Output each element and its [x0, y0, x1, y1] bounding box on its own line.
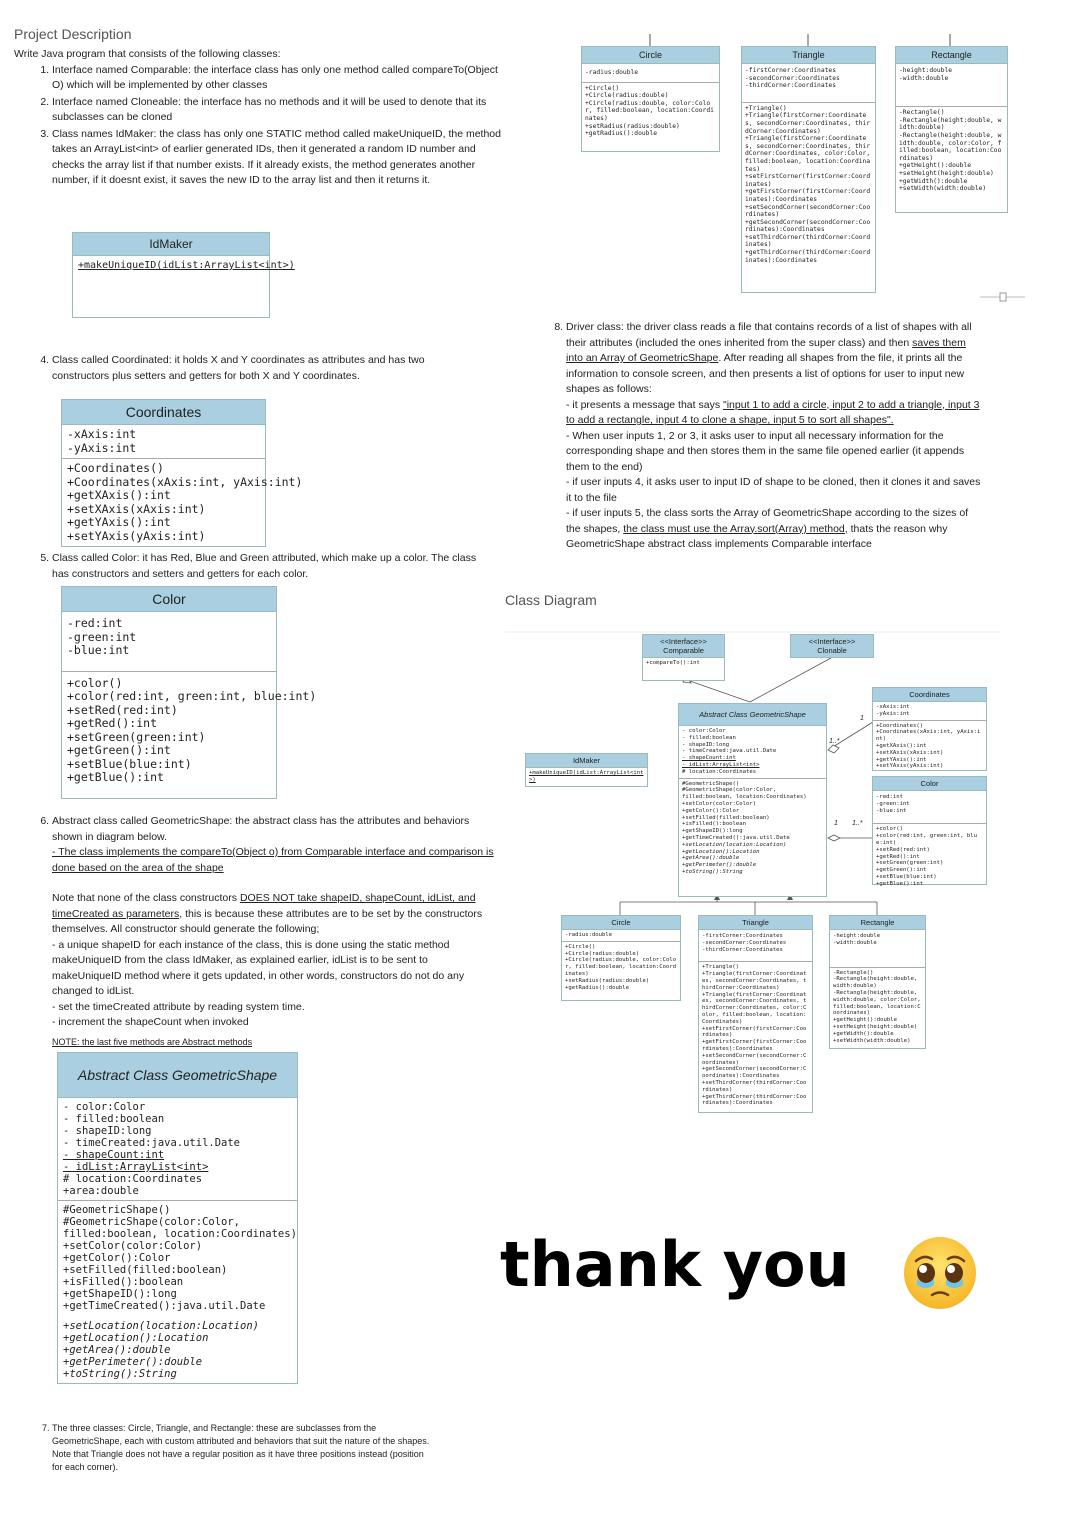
- abstract-method: +toString():String: [682, 868, 743, 875]
- item-8: [566, 320, 983, 553]
- triangle-attrs: [742, 64, 875, 103]
- idmaker-class-box: [72, 232, 295, 318]
- abstract-method: +getPerimeter():double: [63, 1356, 203, 1368]
- method: +setRadius(radius:double): [585, 122, 680, 130]
- attr: -blue:int: [876, 807, 907, 814]
- attr: -yAxis:int: [67, 440, 137, 455]
- attr: -xAxis:int: [876, 704, 910, 710]
- circle-class-box: [581, 46, 720, 152]
- color-class-box: [61, 586, 317, 799]
- attr: -radius:double: [565, 932, 613, 938]
- item-6-p4: - a unique shapeID for each instance of the class, this is done using the static method makeUniqueID from the class IdMaker, as explained earlier, idList is to be sent to makeUniqueID method where it gets updated, in other words, constructors do not do any changed to idList.: [52, 938, 465, 997]
- method: +Triangle(firstCorner:Coordinates, secondCorner:Coordinates, thirdCorner:Coordinates, color:Color, filled:boolean, location:Coordinates): [702, 991, 807, 1025]
- method: +getBlue():int: [67, 770, 164, 784]
- method: +Triangle(firstCorner:Coordinates, secondCorner:Coordinates, thirdCorner:Coordinates, color:Color, filled:boolean, location:Coordinates): [745, 135, 871, 173]
- method: +getWidth():double: [833, 1030, 894, 1037]
- item-6-p5: - set the timeCreated attribute by reading system time.: [52, 1000, 305, 1013]
- method: #GeometricShape(): [682, 780, 740, 787]
- class-diagram-title: Class Diagram: [505, 592, 597, 608]
- rectangle-diagram-name: Rectangle: [830, 916, 925, 930]
- attr: -red:int: [67, 616, 123, 630]
- coordinates-diagram-name: Coordinates: [873, 688, 986, 702]
- rectangle-diagram-methods: [830, 968, 925, 1047]
- coordinates-attrs: [62, 425, 265, 459]
- clonable-interface-box: [790, 634, 874, 658]
- abstract-method: +setLocation(location:Location): [682, 841, 787, 848]
- method: +getYAxis():int: [876, 756, 927, 763]
- method: +Coordinates(): [876, 722, 924, 729]
- color-diagram-name: Color: [873, 777, 986, 791]
- text: Note that none of the class constructors: [52, 892, 240, 904]
- triangle-diagram-attrs: [699, 930, 812, 962]
- method: +Circle(): [585, 84, 620, 92]
- attr: - idList:ArrayList<int>: [682, 761, 760, 768]
- text: saves them into an Array of GeometricShape: [566, 336, 966, 364]
- abstract-method: +setLocation(location:Location): [63, 1320, 259, 1332]
- method: +setWidth(width:double): [833, 1037, 911, 1044]
- method: +setThirdCorner(thirdCorner:Coordinates): [702, 1079, 807, 1093]
- item-6-p3: [52, 891, 494, 938]
- item-6: [52, 814, 494, 1031]
- multiplicity-many-b: 1..*: [852, 820, 863, 827]
- method: +getTimeCreated():java.util.Date: [682, 834, 790, 841]
- coordinates-class-name: Coordinates: [62, 400, 265, 425]
- method: +setFilled(filled:boolean): [63, 1264, 228, 1276]
- item-3: 3. Class names IdMaker: the class has only one STATIC method called makeUniqueID, the method takes an ArrayList<int> of earlier generated IDs, then it generated a random ID number and checks the array list if that number exists. If it already exists, the method generates another number, if it doesnt exist, it saves the new ID to the array list and then it returns it.: [52, 127, 504, 189]
- method: +setColor(color:Color): [63, 1240, 203, 1252]
- method: +setColor(color:Color): [682, 800, 757, 807]
- method: +Triangle(): [702, 964, 740, 971]
- coordinates-diagram-box: [872, 687, 987, 771]
- method: +getBlue():int: [876, 880, 924, 887]
- item-8-p4: - if user inputs 4, it asks user to input ID of shape to be cloned, then it clones it and saves it to the file: [566, 476, 981, 504]
- item-2: 2. Interface named Cloneable: the interface has no methods and it will be used to denote that its subclasses can be cloned: [52, 95, 504, 126]
- method: +setYAxis(yAxis:int): [67, 528, 206, 543]
- item-4: 4. Class called Coordinated: it holds X and Y coordinates as attributes and has two constructors plus setters and getters for both X and Y coordinates.: [52, 353, 484, 384]
- color-attrs: [62, 612, 276, 672]
- attr: - shapeID:long: [682, 741, 730, 748]
- text: "input 1 to add a circle, input 2 to add a triangle, input 3 to add a rectangle, input 4 to clone a shape, input 5 to sort all shapes".: [566, 398, 980, 426]
- attr: -blue:int: [67, 643, 130, 657]
- triangle-class-name: Triangle: [742, 47, 875, 64]
- rectangle-methods: [896, 107, 1007, 195]
- method: +Triangle(): [745, 104, 787, 112]
- method: +getWidth():double: [899, 177, 968, 185]
- method: +getXAxis():int: [876, 742, 927, 749]
- attr: # location:Coordinates: [63, 1173, 203, 1185]
- item-7-block: [14, 1422, 434, 1475]
- item-6-block: [14, 814, 494, 1032]
- multiplicity-many-a: 1..*: [829, 738, 840, 745]
- attr: -firstCorner:Coordinates: [745, 67, 836, 74]
- method: +setBlue(blue:int): [876, 873, 937, 880]
- circle-diagram-attrs: [562, 930, 680, 942]
- text: thats the reason why GeometricShape abstract class implements Comparable interface: [566, 522, 948, 550]
- item-1: 1. Interface named Comparable: the interface class has only one method called compareTo(Object O) which will be implemented by other classes: [52, 63, 504, 94]
- multiplicity-one-b: 1: [834, 820, 838, 827]
- method: #GeometricShape(color:Color,: [63, 1216, 241, 1228]
- method: filled:boolean, location:Coordinates): [682, 794, 807, 801]
- circle-diagram-methods: [562, 942, 680, 994]
- method: +getShapeID():long: [63, 1288, 177, 1300]
- method: +Circle(): [565, 943, 596, 950]
- attr: - timeCreated:java.util.Date: [682, 748, 777, 755]
- rectangle-diagram-box: [829, 915, 926, 1049]
- method: +setHeight(height:double): [833, 1023, 918, 1030]
- method: +getThirdCorner(thirdCorner:Coordinates):Coordinates: [745, 249, 871, 264]
- attr: -secondCorner:Coordinates: [745, 74, 840, 82]
- comparable-method: +compareTo():int: [646, 660, 700, 666]
- item-6-p6: - increment the shapeCount when invoked: [52, 1016, 249, 1028]
- method: +Triangle(firstCorner:Coordinates, secondCorner:Coordinates, thirdCorner:Coordinates): [702, 971, 807, 991]
- idmaker-method: +makeUniqueID(idList:ArrayList<int>): [78, 260, 295, 271]
- attr: - shapeCount:int: [63, 1149, 165, 1161]
- method: +Coordinates(): [67, 461, 164, 475]
- item-7-p1: 7. The three classes: Circle, Triangle, and Rectangle: these are subclasses from the GeometricShape, each with custom attributed and behaviors that suit the nature of the shapes.: [52, 1423, 430, 1446]
- method: +setXAxis(xAxis:int): [67, 501, 206, 516]
- item-7: [52, 1422, 434, 1474]
- method: +getRed():int: [67, 716, 158, 730]
- attr: -xAxis:int: [67, 427, 137, 441]
- rectangle-attrs: [896, 64, 1007, 107]
- method: +getSecondCorner(secondCorner:Coordinates):Coordinates: [745, 218, 871, 234]
- method: +getColor():Color: [682, 807, 740, 814]
- item-6-p2: - The class implements the compareTo(Object o) from Comparable interface and comparison is done based on the area of the shape: [52, 846, 494, 874]
- item-7-p2: Note that Triangle does not have a regular position as it have three positions instead (position for each corner).: [52, 1449, 424, 1472]
- attr: - color:Color: [682, 728, 726, 734]
- method: -Rectangle(): [833, 969, 874, 976]
- idmaker-diagram-method: +makeUniqueID(idList:ArrayList<int>): [529, 770, 644, 783]
- triangle-class-box: [741, 46, 876, 293]
- intro-line: Write Java program that consists of the following classes:: [14, 48, 281, 60]
- attr: - filled:boolean: [63, 1113, 165, 1125]
- method: +getYAxis():int: [67, 515, 171, 529]
- thank-you-text: thank you: [500, 1228, 850, 1301]
- idmaker-diagram-box: [525, 753, 648, 787]
- method: +setHeight(height:double): [899, 169, 994, 177]
- method: #GeometricShape(): [63, 1204, 171, 1216]
- color-diagram-methods: [873, 824, 986, 889]
- item-8-p1: [566, 320, 983, 398]
- attr: -height:double: [899, 67, 953, 74]
- item-6-p1: 6. Abstract class called GeometricShape: the abstract class has the attributes and behaviors shown in diagram below.: [52, 815, 470, 843]
- abstract-method: +toString():String: [63, 1368, 177, 1380]
- method: -Rectangle(height:double, width:double): [833, 976, 918, 990]
- method: +getGreen():int: [67, 743, 171, 757]
- method: +getGreen():int: [876, 867, 927, 874]
- method: +getSecondCorner(secondCorner:Coordinates):Coordinates: [702, 1066, 807, 1080]
- method: +getRadius():double: [565, 984, 629, 991]
- triangle-methods: [742, 103, 875, 266]
- method: +Circle(radius:double, color:Color, filled:boolean, location:Coordinates): [565, 957, 677, 977]
- method: +setFilled(filled:boolean): [682, 814, 770, 821]
- method: +getTimeCreated():java.util.Date: [63, 1300, 266, 1312]
- attr: -green:int: [67, 629, 137, 644]
- rectangle-diagram-attrs: [830, 930, 925, 968]
- geometricshape-class-name: Abstract Class GeometricShape: [58, 1053, 297, 1098]
- item-8-block: [528, 320, 983, 554]
- color-diagram-box: [872, 776, 987, 885]
- method: +setSecondCorner(secondCorner:Coordinates): [702, 1052, 807, 1066]
- method: +Circle(radius:double): [585, 92, 669, 100]
- color-methods: [62, 672, 317, 798]
- coordinates-diagram-methods: [873, 721, 986, 773]
- abstract-method: +getLocation():Location: [63, 1332, 209, 1344]
- method: +getFirstCorner(firstCorner:Coordinates):Coordinates: [702, 1039, 807, 1052]
- method: -Rectangle(height:double, width:double, color:Color, filled:boolean, location:Coordinates): [833, 989, 921, 1017]
- attr: - filled:boolean: [682, 734, 736, 741]
- text: , this is because these attributes are to be set by the constructors themselves. All constructor should generate the following;: [52, 907, 483, 935]
- method: +color(): [876, 826, 903, 833]
- comparable-name: <<Interface>> Comparable: [643, 635, 724, 658]
- text: Driver class: the driver class reads a file that contains records of a list of shapes with all their attributes (included the ones inherited from the super class) and then: [566, 321, 972, 349]
- method: +setGreen(green:int): [67, 729, 206, 744]
- page-heading: Project Description: [14, 26, 132, 42]
- method: +Circle(radius:double): [565, 950, 640, 957]
- attr: -thirdCorner:Coordinates: [745, 82, 836, 90]
- attr: -green:int: [876, 800, 910, 807]
- attr: -thirdCorner:Coordinates: [702, 946, 783, 953]
- items-top-list: [14, 63, 504, 189]
- attr: - idList:ArrayList<int>: [63, 1161, 209, 1173]
- method: -Rectangle(height:double, width:double): [899, 116, 1002, 132]
- text: - if user inputs 5, the class sorts the Array of GeometricShape according to the sizes of the shapes,: [566, 507, 969, 535]
- method: +setRadius(radius:double): [565, 977, 650, 984]
- multiplicity-one-a: 1: [860, 715, 864, 722]
- method: #GeometricShape(color:Color,: [682, 787, 777, 794]
- attr: -yAxis:int: [876, 710, 910, 717]
- attr: -secondCorner:Coordinates: [702, 939, 787, 946]
- geometricshape-attrs: [58, 1098, 297, 1201]
- abstract-method: +getArea():double: [63, 1344, 171, 1356]
- method: +Circle(radius:double, color:Color, filled:boolean, location:Coordinates): [585, 99, 714, 122]
- item-4-block: [14, 353, 484, 385]
- color-class-name: Color: [62, 587, 276, 612]
- item-5: 5. Class called Color: it has Red, Blue and Green attributed, which make up a color. The class has constructors and setters and getters for each color.: [52, 551, 484, 582]
- method: +getThirdCorner(thirdCorner:Coordinates):Coordinates: [702, 1093, 807, 1107]
- method: +getXAxis():int: [67, 488, 171, 502]
- coordinates-diagram-attrs: [873, 702, 986, 721]
- method: +color(red:int, green:int, blue:int): [876, 833, 978, 846]
- method: +getFirstCorner(firstCorner:Coordinates):Coordinates: [745, 188, 871, 203]
- attr: - timeCreated:java.util.Date: [63, 1137, 241, 1149]
- rectangle-class-name: Rectangle: [896, 47, 1007, 64]
- pleading-face-emoji-icon: [902, 1235, 978, 1311]
- geometricshape-diagram-attrs: [679, 726, 826, 779]
- item-5-block: [14, 551, 484, 583]
- item-8-p5: [566, 506, 983, 553]
- comparable-interface-box: [642, 634, 725, 681]
- attr: # location:Coordinates: [682, 768, 757, 775]
- circle-attrs: [582, 64, 719, 83]
- geometricshape-diagram-box: [678, 703, 827, 897]
- coordinates-methods: [62, 459, 303, 546]
- circle-class-name: Circle: [582, 47, 719, 64]
- method: -Rectangle(height:double, width:double, color:Color, filled:boolean, location:Coordinates): [899, 131, 1002, 162]
- method: +getHeight():double: [833, 1017, 897, 1024]
- method: filled:boolean, location:Coordinates): [63, 1228, 297, 1240]
- geometricshape-methods: [58, 1201, 297, 1383]
- attr: - color:Color: [63, 1101, 146, 1113]
- text: the class must use the Array.sort(Array) method,: [623, 522, 848, 535]
- attr: - shapeID:long: [63, 1125, 152, 1137]
- coordinates-class-box: [61, 399, 303, 547]
- text: - it presents a message that says: [566, 398, 723, 411]
- method: +setSecondCorner(secondCorner:Coordinates): [745, 203, 871, 219]
- geometricshape-diagram-methods: [679, 779, 826, 878]
- circle-methods: [582, 83, 719, 140]
- attr: -width:double: [899, 74, 949, 82]
- attr: -red:int: [876, 794, 903, 800]
- method: +setThirdCorner(thirdCorner:Coordinates): [745, 233, 871, 249]
- attr: - shapeCount:int: [682, 755, 736, 762]
- method: +getHeight():double: [899, 162, 972, 170]
- attr: +area:double: [63, 1185, 139, 1197]
- color-diagram-attrs: [873, 791, 986, 824]
- method: +Coordinates(xAxis:int, yAxis:int): [876, 729, 981, 743]
- method: +Coordinates(xAxis:int, yAxis:int): [67, 474, 303, 489]
- circle-diagram-box: [561, 915, 681, 1001]
- method: +setRed(red:int): [67, 702, 178, 717]
- text: DOES NOT take shapeID, shapeCount, idList, and timeCreated as parameters: [52, 892, 476, 920]
- attr: -height:double: [833, 933, 881, 939]
- method: +setFirstCorner(firstCorner:Coordinates): [745, 173, 871, 188]
- method: -Rectangle(): [899, 109, 945, 117]
- abstract-method: +getArea():double: [682, 855, 740, 862]
- attr: -firstCorner:Coordinates: [702, 933, 783, 939]
- attr: -width:double: [833, 939, 877, 946]
- method: +Triangle(firstCorner:Coordinates, secondCorner:Coordinates, thirdCorner:Coordinates): [745, 112, 871, 135]
- method: +color(red:int, green:int, blue:int): [67, 689, 317, 703]
- abstract-method: +getPerimeter():double: [682, 862, 757, 869]
- method: +setFirstCorner(firstCorner:Coordinates): [702, 1025, 807, 1039]
- method: +setWidth(width:double): [899, 185, 987, 193]
- geometricshape-class-box: [57, 1052, 298, 1384]
- circle-diagram-name: Circle: [562, 916, 680, 930]
- text: . After reading all shapes from the file, it prints all the information to console screen, and then presents a list of options for user to input new shapes as follows:: [566, 352, 965, 395]
- clonable-name: <<Interface>> Clonable: [791, 635, 873, 657]
- triangle-diagram-box: [698, 915, 813, 1113]
- idmaker-class-name: IdMaker: [73, 233, 269, 256]
- intro-text: [14, 47, 504, 190]
- method: +getRadius():double: [585, 130, 658, 138]
- method: +getShapeID():long: [682, 828, 743, 835]
- method: +isFilled():boolean: [63, 1276, 184, 1288]
- method: +setXAxis(xAxis:int): [876, 749, 944, 756]
- rectangle-class-box: [895, 46, 1008, 213]
- method: +setRed(red:int): [876, 846, 930, 853]
- item-8-p2: [566, 398, 983, 429]
- attr: -radius:double: [585, 69, 639, 76]
- method: +setGreen(green:int): [876, 860, 944, 867]
- abstract-method: +getLocation():Location: [682, 848, 760, 855]
- abstract-note: NOTE: the last five methods are Abstract methods: [52, 1037, 253, 1047]
- triangle-diagram-name: Triangle: [699, 916, 812, 930]
- method: +getRed():int: [876, 853, 920, 860]
- triangle-diagram-methods: [699, 962, 812, 1109]
- method: +color(): [67, 675, 123, 690]
- method: +getColor():Color: [63, 1252, 171, 1264]
- geometricshape-diagram-name: Abstract Class GeometricShape: [679, 704, 826, 726]
- method: +setBlue(blue:int): [67, 756, 192, 771]
- idmaker-diagram-name: IdMaker: [526, 754, 647, 768]
- method: +isFilled():boolean: [682, 821, 746, 828]
- method: +setYAxis(yAxis:int): [876, 763, 944, 770]
- item-8-p3: - When user inputs 1, 2 or 3, it asks user to input all necessary information for the corresponding shape and then stores them in the same file opened earlier (it appends them to the end): [566, 429, 965, 473]
